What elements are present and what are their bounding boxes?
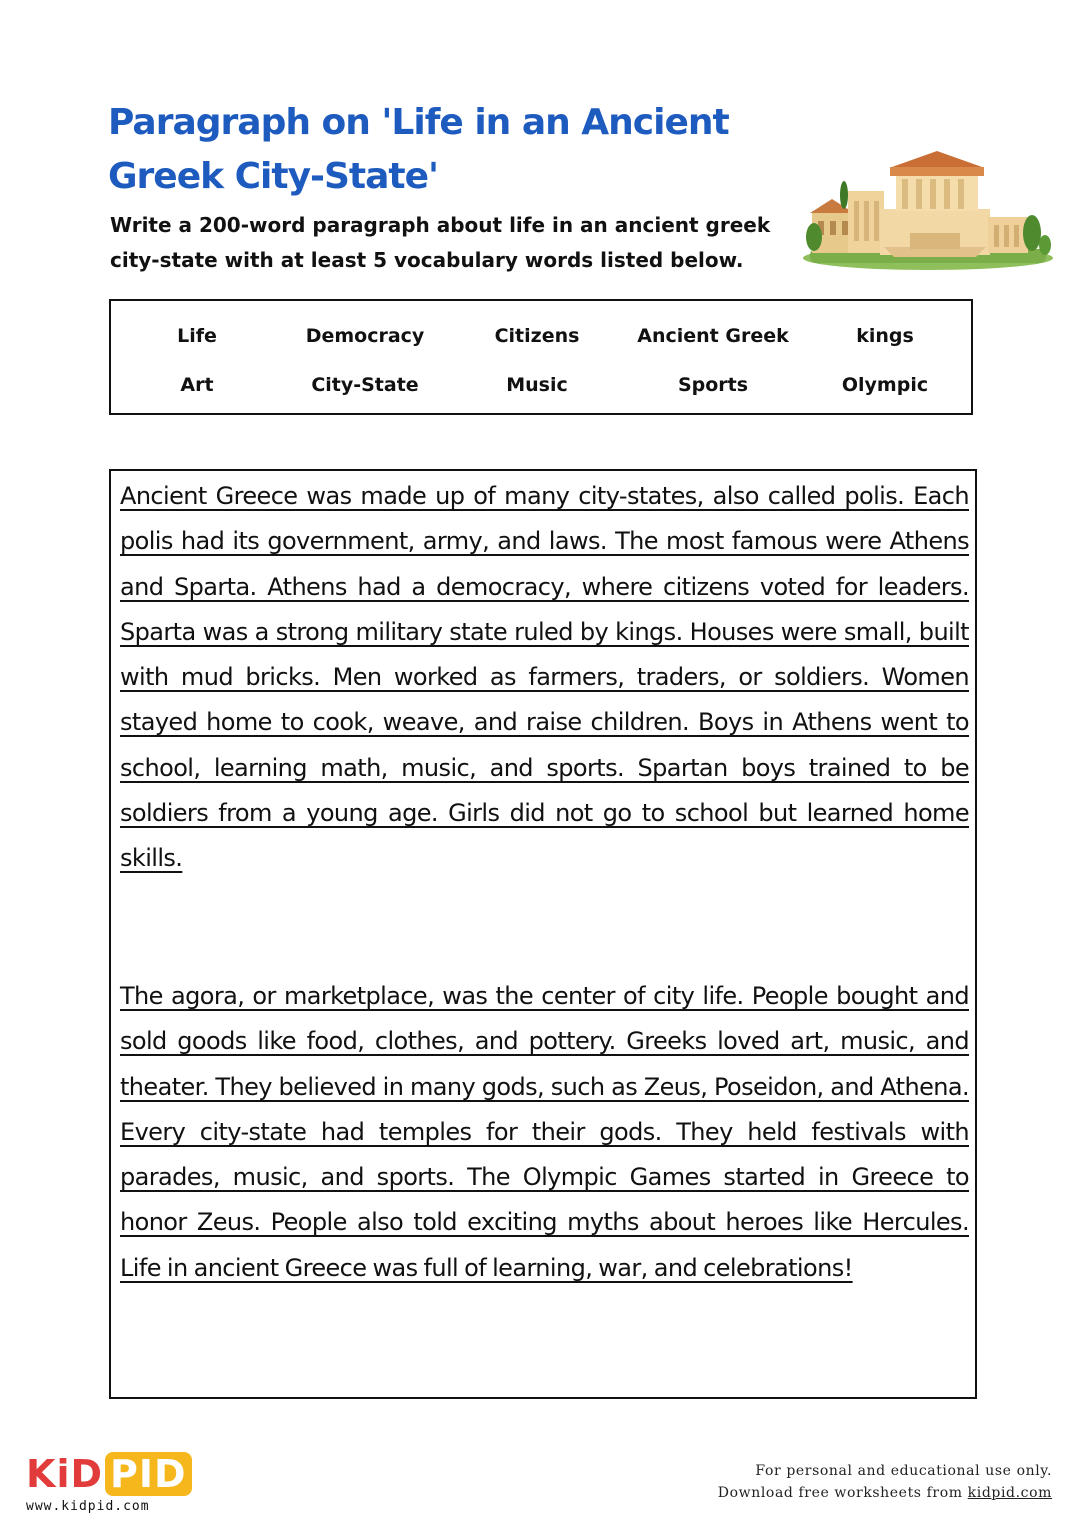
footer-line-2 <box>718 1482 1052 1504</box>
vocab-word: City-State <box>311 373 419 396</box>
footer-note <box>718 1460 1052 1504</box>
footer-line-2-text: Download free worksheets from <box>717 1485 963 1501</box>
vocabulary-grid <box>111 311 971 409</box>
paragraph-box <box>109 469 977 1399</box>
kidpid-link[interactable]: kidpid.com <box>967 1485 1052 1501</box>
vocab-word: kings <box>856 324 914 347</box>
vocab-word: Ancient Greek <box>637 324 789 347</box>
greek-temple-illustration <box>800 145 1055 273</box>
kidpid-logo <box>26 1452 192 1496</box>
logo-pid: PID <box>105 1452 192 1496</box>
vocabulary-box <box>109 299 973 415</box>
page-title: Paragraph on 'Life in an Ancient Greek City-State' <box>108 102 729 197</box>
paragraph-2: The agora, or marketplace, was the center of city life. People bought and sold goods like food, clothes, and pottery. Greeks loved art, music, and theater. They believed in many gods, such as Zeus, Poseidon, and Athena. Every city-state had temples for their gods. They held festivals with parades, music, and sports. The Olympic Games started in Greece to honor Zeus. People also told exciting myths about heroes like Hercules. Life in ancient Greece was full of learning, war, and celebrations! <box>120 982 969 1282</box>
vocab-word: Sports <box>677 373 749 396</box>
vocab-word: Democracy <box>305 324 425 347</box>
logo-url: www.kidpid.com <box>26 1499 150 1514</box>
vocab-word: Art <box>180 373 214 396</box>
vocab-word: Olympic <box>841 373 929 396</box>
logo-wordmark <box>26 1452 192 1496</box>
logo-kid: KiD <box>26 1452 104 1496</box>
instructions: Write a 200-word paragraph about life in an ancient greek city-state with at least 5 vocabulary words listed below. <box>110 213 771 272</box>
paragraph-1: Ancient Greece was made up of many city-states, also called polis. Each polis had its government, army, and laws. The most famous were Athens and Sparta. Athens had a democracy, where citizens voted for leaders. Sparta was a strong military state ruled by kings. Houses were small, built with mud bricks. Men worked as farmers, traders, or soldiers. Women stayed home to cook, weave, and raise children. Boys in Athens went to school, learning math, music, and sports. Spartan boys trained to be soldiers from a young age. Girls did not go to school but learned home skills. <box>120 482 969 873</box>
vocab-word: Citizens <box>494 324 580 347</box>
footer-line-1: For personal and educational use only. <box>755 1463 1052 1479</box>
vocab-word: Music <box>506 373 568 396</box>
vocab-word: Life <box>177 324 217 347</box>
